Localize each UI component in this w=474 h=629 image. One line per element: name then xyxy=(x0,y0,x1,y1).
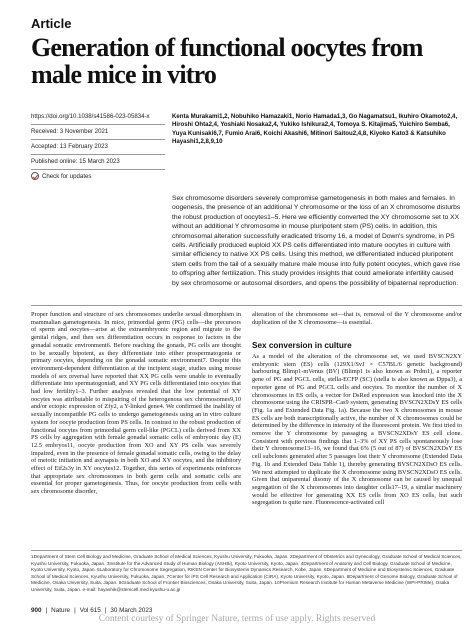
affiliations-footnote: 1Department of Stem Cell Biology and Medicine, Graduate School of Medical Sciences, Kyushu University, Fukuoka, Japan. 2Department of Obstetrics and Gynecology, Graduate School of Medical Sciences, Kyushu University, Fukuoka, Japan. 3Institute for the Advanced Study of Human Biology (ASHBi), Kyoto University, Kyoto, Japan. 4Department of Anatomy and Cell Biology, Graduate School of Medicine, Kyoto University, Kyoto, Japan. 5Laboratory for Chromosome Segregation, RIKEN Center for Biosystems Dynamics Research, Kobe, Japan. 6Department of Medicine and Biosystemic Sciences, Graduate School of Medical Sciences, Kyushu University, Fukuoka, Japan. 7Center for iPS Cell Research and Application (CiRA), Kyoto University, Kyoto, Japan. 8Department of Genome Biology, Graduate School of Medicine, Osaka University, Suita, Japan. 9Graduate School of Frontier Biosciences, Osaka University, Suita, Japan. 10Premium Research Institute for Human Metaverse Medicine (WPI-PRIMe), Osaka University, Suita, Japan. e-mail: hayashik@stemcell.med.kyushu-u.ac.jp xyxy=(31,550,462,594)
check-for-updates-label: Check for updates xyxy=(42,172,92,180)
author-list: Kenta Murakami1,2, Nobuhiko Hamazaki1, Norio Hamada1,3, Go Nagamatsu1, Ikuhiro Okamoto2,4, Hiroshi Ohta2,4, Yoshiaki Nosaka2,4, Yukiko Ishikura2,4, Tomoya S. Kitajima5, Yuichiro Semba6, Yuya Kunisaki6,7, Fumio Arai6, Koichi Akashi6, Mitinori Saitou2,4,8, Kiyoko Kato3 & Katsuhiko Hayashi1,2,8,9,10 xyxy=(172,113,458,146)
page-number: 900 xyxy=(31,607,42,614)
doi-link[interactable]: https://doi.org/10.1038/s41586-023-05834-x xyxy=(31,113,150,120)
published-date: Published online: 15 March 2023 xyxy=(31,158,120,165)
abstract: Sex chromosome disorders severely compromise gametogenesis in both males and females. In oogenesis, the presence of an additional Y chromosome or the loss of an X chromosome disturbs the robust production of oocytes1–5. Here we efficiently converted the XY chromosome set to XX without an additional Y chromosome in mouse pluripotent stem (PS) cells. In addition, this chromosomal alteration successfully eradicated trisomy 16, a model of Down's syndrome, in PS cells. Artificially produced euploid XX PS cells differentiated into mature oocytes in culture with similar efficiency to native XX PS cells. Using this method, we differentiated induced pluripotent stem cells from the tail of a sexually mature male mouse into fully potent oocytes, which gave rise to offspring after fertilization. This study provides insights that could ameliorate infertility caused by sex chromosome or autosomal disorders, and opens the possibility of bipaternal reproduction. xyxy=(172,195,461,287)
issue-date: 30 March 2023 xyxy=(110,607,153,614)
meta-divider xyxy=(31,169,165,170)
accepted-date: Accepted: 13 February 2023 xyxy=(31,143,108,150)
body-column-left: Proper function and structure of sex chromosomes underlie sexual dimorphism in mammalian gametogenesis. In mice, primordial germ (PG) cells—the precursors of sperm and oocytes—arise at the extraembryonic region and migrate to the genital ridges, and then sex differentiation occurs in response to factors in the gonadal somatic environment6. Before reaching the gonads, PG cells are thought to be sexually bipotent, as they differentiate into either prospermatogonia or primary oocytes, depending on the gonadal somatic environment7. Despite this environment-dependent differentiation at the incipient stage, studies using mouse models of sex reversal have reported that XX PG cells were unable to eventually differentiate into spermatogonia8, and XY PG cells differentiated into oocytes that had low fertility1–3. Further analyses revealed that the low potential of XY oocytes was attributable to mispairing of the heterogenous sex chromosomes9,10 and/or ectopic expression of Zfy2, a Y-linked gene4. We confirmed the inability of sexually incompatible PG cells to undergo gametogenesis using an in vitro culture system for oocyte production from PS cells. In contrast to the robust production of functional oocytes from primordial germ cell-like (PGCL) cells derived from XX PS cells by aggregation with female gonadal somatic cells of embryonic day (E) 12.5 embryos11, oocyte production from XO and XY PS cells was severely impaired, even in the presence of female gonadal somatic cells, owing to the delay of meiotic initiation and asynapsis in both XO and XY oocytes, and the inhibitory effect of Eif2s3y in XY oocytes12. Together, this series of experiments reinforces that appropriate sex chromosomes in both germ cells and somatic cells are essential for proper gametogenesis. Thus, for oocyte production from cells with sex chromosome disorder, xyxy=(31,311,241,496)
footer-separator: | xyxy=(74,607,76,614)
journal-name: Nature xyxy=(51,607,71,614)
body-column-right: As a model of the alteration of the chromosome set, we used BVSCN2XY embryonic stem (ES) cells (129X1/SvJ × C57BL/6 genetic background) harbouring Blimp1-mVenus (BV) (Blimp1 is also known as Prdm1), a reporter gene of PG and PGCL cells, stella-ECFP (SC) (stella is also known as Dppa3), a reporter gene of PG and PGCL cells and oocytes. To monitor the number of X chromosomes in ES cells, a vector for DsRed expression was knocked into the X chromosome using the CRISPR–Cas9 system, generating BVSCN2XDsY ES cells (Fig. 1a and Extended Data Fig. 1a). Because the two X chromosomes in mouse ES cells are both transcriptionally active, the number of X chromosomes could be determined by the difference in intensity of the fluorescent protein. We first tried to remove the Y chromosome by passaging a BVSCN2XDsY ES cell clone. Consistent with previous findings that 1–3% of XY PS cells spontaneously lose their Y chromosome13–16, we found that 6% (5 out of 87) of BVSCN2XDsY ES cell subclones generated after 5 passages lost their Y chromosome (Extended Data Fig. 1b and Extended Data Table 1), thereby generating BVSCN2XDsO ES cells. We next attempted to duplicate the X chromosome using BVSCN2XDsO ES cells. Given that uniparental disomy of the X chromosome can be caused by unequal segregation of the X chromosomes into daughter cells17–19, a similar machinery would be effective for generating XX ES cells from XO ES cells, but such segregation is quite rare. Fluorescence-activated cell xyxy=(252,353,462,507)
article-type-label: Article xyxy=(31,16,72,31)
section-divider xyxy=(31,305,462,306)
meta-divider xyxy=(31,124,165,125)
check-for-updates-button[interactable] xyxy=(31,172,91,180)
journal-volume: Vol 615 xyxy=(79,607,101,614)
section-heading: Sex conversion in culture xyxy=(252,341,352,350)
check-updates-icon xyxy=(31,172,39,180)
meta-divider xyxy=(31,139,165,140)
page-footer xyxy=(31,607,152,614)
body-column-right-intro: alteration of the chromosome set—that is, removal of the Y chromosome and/or duplication of the X chromosome—is essential. xyxy=(252,311,462,326)
meta-divider xyxy=(31,154,165,155)
footer-separator: | xyxy=(104,607,107,614)
footer-separator: | xyxy=(45,607,48,614)
copyright-watermark: Content courtesy of Springer Nature, terms of use apply. Rights reserved xyxy=(98,614,376,624)
article-title: Generation of functional oocytes from male mice in vitro xyxy=(31,33,423,89)
received-date: Received: 3 November 2021 xyxy=(31,128,109,135)
